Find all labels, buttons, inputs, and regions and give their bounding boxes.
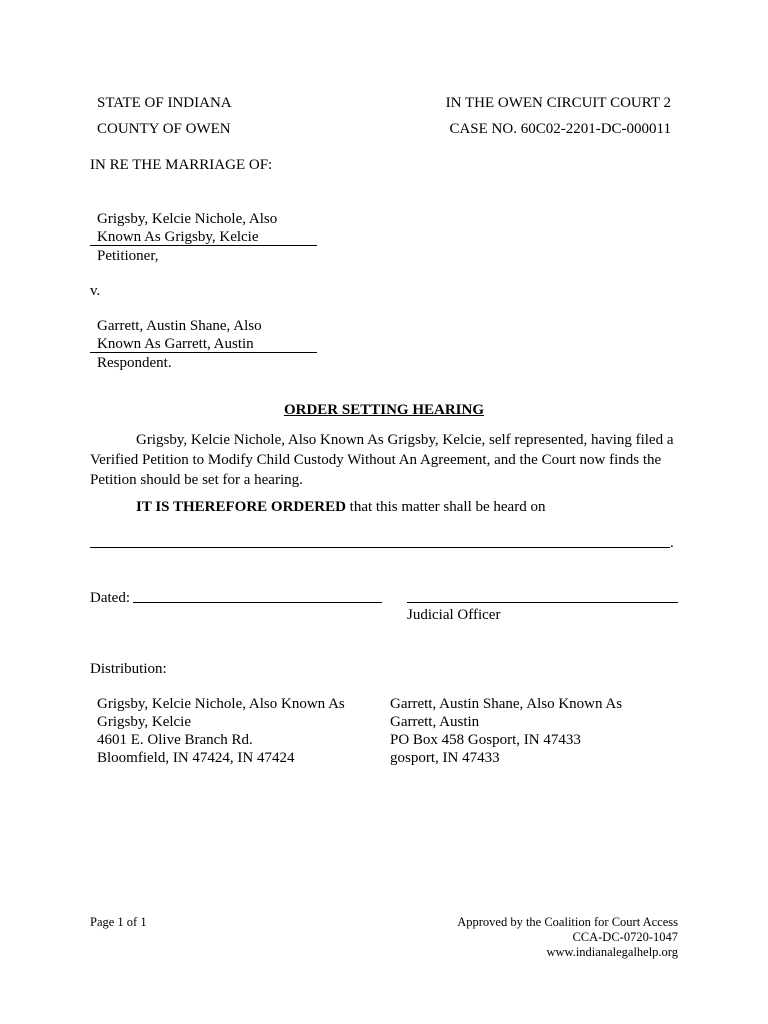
distribution-left-line1: Grigsby, Kelcie Nichole, Also Known As xyxy=(97,696,345,712)
hearing-date-blank xyxy=(90,547,670,548)
petitioner-underline xyxy=(90,245,317,246)
petitioner-name-line1: Grigsby, Kelcie Nichole, Also xyxy=(97,211,278,227)
page-number: Page 1 of 1 xyxy=(90,915,147,929)
distribution-left-line4: Bloomfield, IN 47424, IN 47424 xyxy=(97,750,295,766)
in-re-heading: IN RE THE MARRIAGE OF: xyxy=(90,157,273,173)
signature-blank xyxy=(407,602,678,603)
ordered-rest: that this matter shall be heard on xyxy=(345,499,546,515)
footer-approved: Approved by the Coalition for Court Access xyxy=(457,915,678,929)
ordered-bold: IT IS THEREFORE ORDERED xyxy=(136,499,346,515)
county-label: COUNTY OF OWEN xyxy=(97,121,231,137)
case-number: CASE NO. 60C02-2201-DC-000011 xyxy=(449,121,671,137)
distribution-label: Distribution: xyxy=(90,661,167,677)
versus-label: v. xyxy=(90,283,101,299)
judicial-officer-label: Judicial Officer xyxy=(407,607,501,623)
distribution-left-line3: 4601 E. Olive Branch Rd. xyxy=(97,732,253,748)
distribution-right-line4: gosport, IN 47433 xyxy=(390,750,500,766)
respondent-underline xyxy=(90,352,317,353)
order-title: ORDER SETTING HEARING xyxy=(283,402,485,418)
dated-label: Dated: xyxy=(90,590,130,606)
footer-form-id: CCA-DC-0720-1047 xyxy=(572,930,678,944)
respondent-name-line1: Garrett, Austin Shane, Also xyxy=(97,318,262,334)
ordered-sentence xyxy=(136,498,545,516)
distribution-right-line1: Garrett, Austin Shane, Also Known As xyxy=(390,696,623,712)
petitioner-name-line2: Known As Grigsby, Kelcie xyxy=(97,229,259,245)
state-label: STATE OF INDIANA xyxy=(97,95,232,111)
petitioner-role: Petitioner, xyxy=(97,248,159,264)
order-paragraph: Grigsby, Kelcie Nichole, Also Known As Grigsby, Kelcie, self represented, having filed a Verified Petition to Modify Child Custody Without An Agreement, and the Court now finds the Petition should be set for a hearing. xyxy=(90,432,674,488)
distribution-right-line2: Garrett, Austin xyxy=(390,714,480,730)
distribution-right-line3: PO Box 458 Gosport, IN 47433 xyxy=(390,732,581,748)
hearing-period: . xyxy=(670,535,674,551)
court-label: IN THE OWEN CIRCUIT COURT 2 xyxy=(445,95,671,111)
footer-website: www.indianalegalhelp.org xyxy=(546,945,678,959)
respondent-role: Respondent. xyxy=(97,355,172,371)
respondent-name-line2: Known As Garrett, Austin xyxy=(97,336,254,352)
dated-blank xyxy=(133,602,382,603)
distribution-left-line2: Grigsby, Kelcie xyxy=(97,714,191,730)
